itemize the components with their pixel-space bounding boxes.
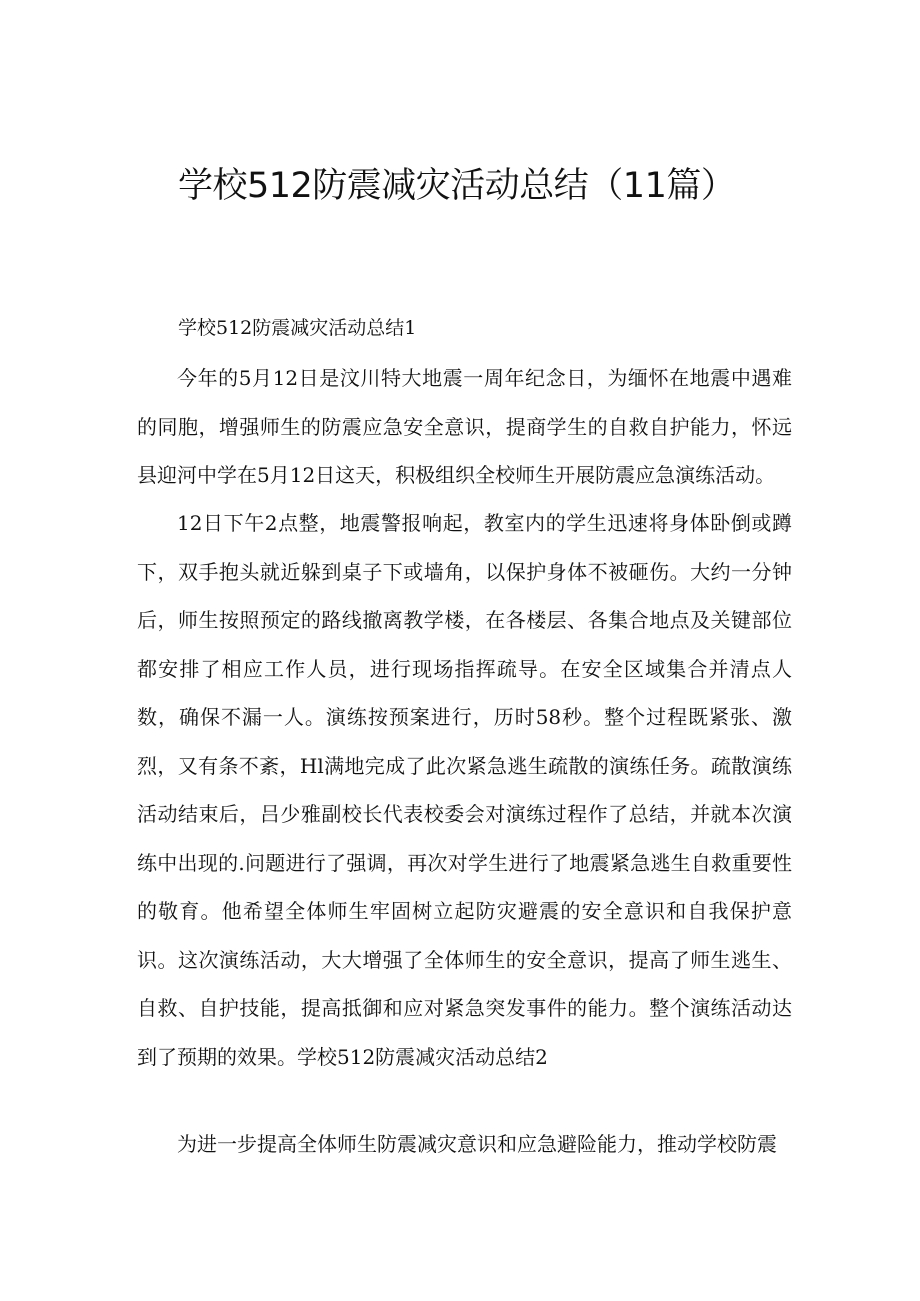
document-title: 学校512防震减灾活动总结（11篇） xyxy=(178,166,736,206)
section-heading: 学校512防震减灾活动总结1 xyxy=(178,317,417,339)
paragraph: 12日下午2点整，地震警报响起，教室内的学生迅速将身体卧倒或蹲下，双手抱头就近躲到桌子下或墙角，以保护身体不被砸伤。大约一分钟后，师生按照预定的路线撤离教学楼，在各楼层、各集合地点及关键部位都安排了相应工作人员，进行现场指挥疏导。在安全区域集合并清点人数，确保不漏一人。演练按预案进行，历时58秒。整个过程既紧张、激烈，又有条不紊，Hl满地完成了此次紧急逃生疏散的演练任务。疏散演练活动结束后，吕少雅副校长代表校委会对演练过程作了总结，并就本次演练中出现的.问题进行了强调，再次对学生进行了地震紧急逃生自救重要性的敬育。他希望全体师生牢固树立起防灾避震的安全意识和自我保护意识。这次演练活动，大大增强了全体师生的安全意识，提高了师生逃生、自救、自护技能，提高抵御和应对紧急突发事件的能力。整个演练活动达到了预期的效果。学校512防震减灾活动总结2 xyxy=(137,511,792,1069)
paragraph: 为进一步提高全体师生防震减灾意识和应急避险能力，推动学校防震 xyxy=(177,1132,777,1156)
paragraph: 今年的5月12日是汶川特大地震一周年纪念日，为缅怀在地震中遇难的同胞，增强师生的防震应急安全意识，提商学生的自救自护能力，怀远县迎河中学在5月12日这天，积极组织全校师生开展防震应急演练活动。 xyxy=(137,366,792,487)
